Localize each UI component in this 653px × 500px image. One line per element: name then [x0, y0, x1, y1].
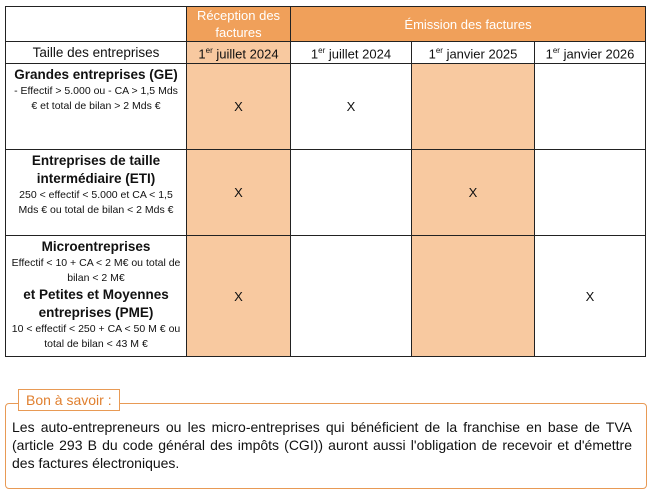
mark-cell — [291, 236, 412, 357]
category-title: Entreprises de taille intermédiaire (ETI) — [31, 153, 161, 187]
mark-cell: X — [535, 236, 646, 357]
mark-cell: X — [187, 236, 291, 357]
mark-cell: X — [412, 150, 535, 236]
category-title: Grandes entreprises (GE) — [14, 67, 178, 83]
mark-cell — [291, 150, 412, 236]
mark-cell — [535, 64, 646, 150]
date-emission-2026: 1er janvier 2026 — [535, 42, 646, 64]
category-criteria: Effectif < 10 + CA < 2 M€ ou total de bilan < 2 M€ — [11, 257, 181, 285]
mark-cell: X — [291, 64, 412, 150]
info-box-title: Bon à savoir : — [18, 389, 120, 411]
category-eti — [6, 150, 187, 236]
category-criteria: - Effectif > 5.000 ou - CA > 1,5 Mds € et total de bilan > 2 Mds € — [14, 85, 178, 113]
empty-corner — [6, 7, 187, 42]
table-row — [6, 150, 646, 236]
category-ge — [6, 64, 187, 150]
mark-cell: X — [187, 150, 291, 236]
mark-cell — [412, 236, 535, 357]
category-criteria-2: 10 < effectif < 250 + CA < 50 M € ou total de bilan < 43 M € — [11, 323, 181, 351]
size-column-label: Taille des entreprises — [6, 42, 187, 64]
category-title: Microentreprises — [41, 239, 151, 255]
category-title-2: et Petites et Moyennes entreprises (PME) — [23, 287, 169, 321]
mark-cell: X — [187, 64, 291, 150]
emission-group-header: Émission des factures — [291, 7, 646, 42]
mark-cell — [535, 150, 646, 236]
date-reception-2024: 1er juillet 2024 — [187, 42, 291, 64]
reception-group-header: Réception des factures — [187, 7, 291, 42]
category-criteria: 250 < effectif < 5.000 et CA < 1,5 Mds € ou total de bilan < 2 Mds € — [18, 189, 174, 217]
mark-cell — [412, 64, 535, 150]
category-micro-pme — [6, 236, 187, 357]
table-row — [6, 64, 646, 150]
date-emission-2025: 1er janvier 2025 — [412, 42, 535, 64]
invoicing-calendar-table — [5, 6, 646, 357]
date-emission-2024: 1er juillet 2024 — [291, 42, 412, 64]
info-box-text: Les auto-entrepreneurs ou les micro-entreprises qui bénéficient de la franchise en base de TVA (article 293 B du code général des impôts (CGI)) auront aussi l'obligation de recevoir et d'émettre des factures électroniques. — [12, 419, 632, 471]
table-row — [6, 236, 646, 357]
